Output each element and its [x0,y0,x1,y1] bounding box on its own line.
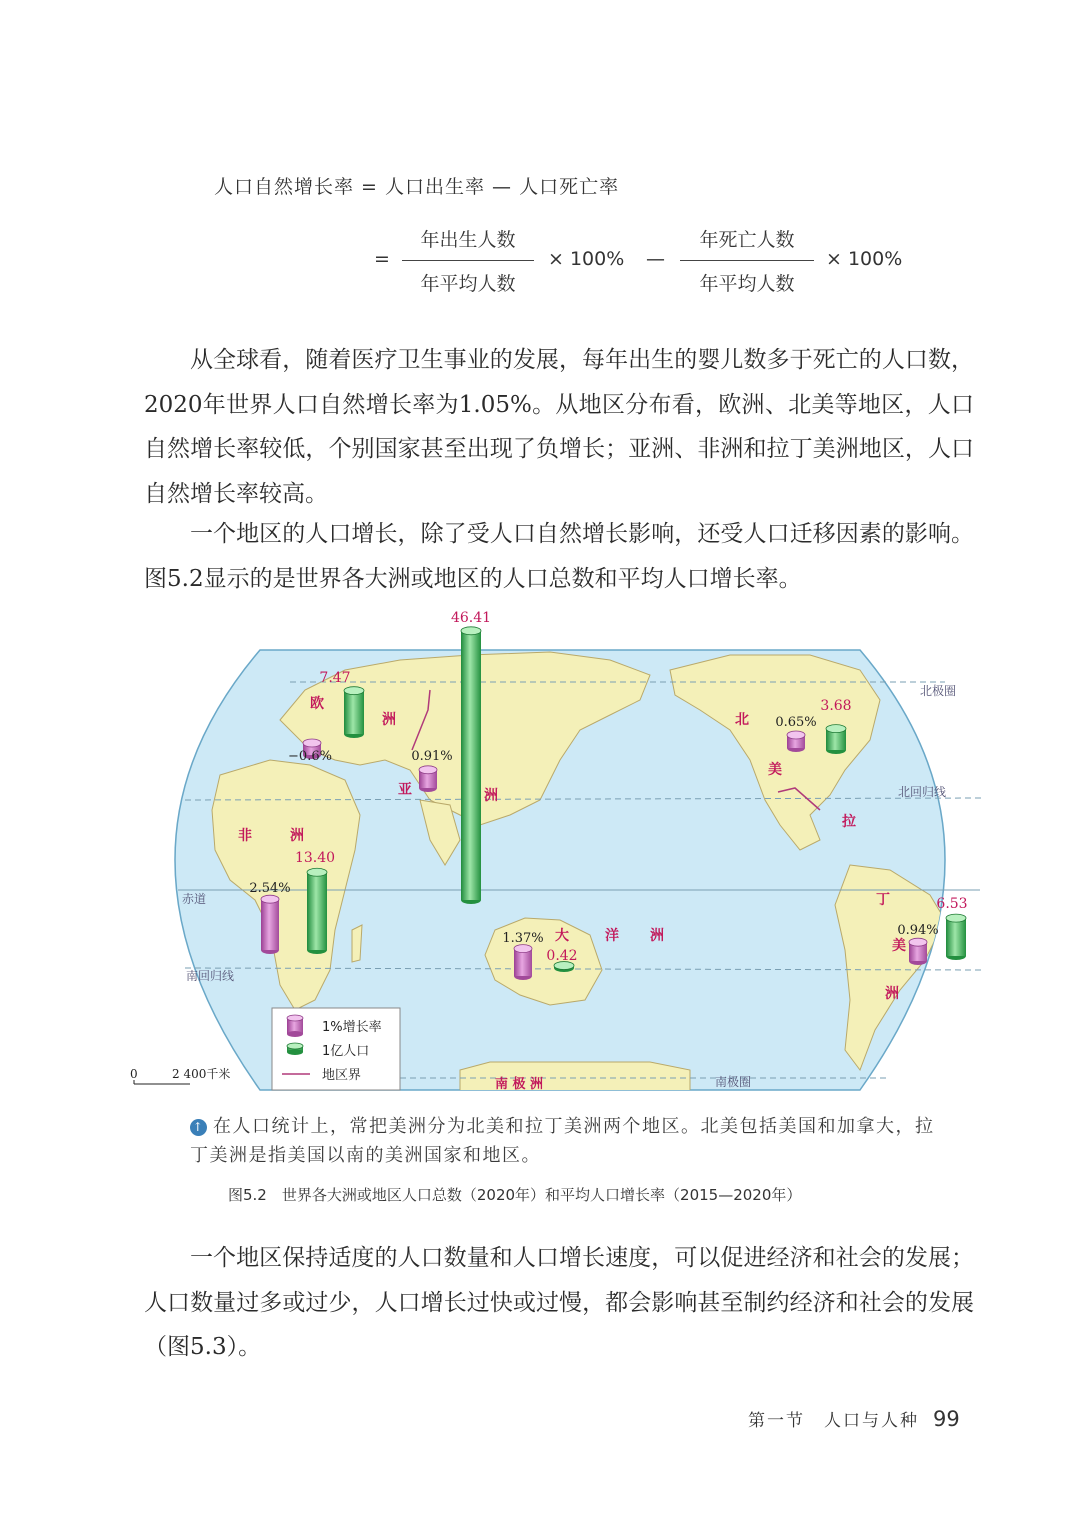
legend-boundary-label: 地区界 [322,1068,362,1083]
formula-multiplier: × 100% [826,248,903,270]
arctic-circle-label: 北极圈 [920,684,957,698]
formula-minus: — [646,248,665,270]
fraction-numerator: 年死亡人数 [680,225,814,261]
paragraph-moderate-growth: 一个地区保持适度的人口数量和人口增长速度，可以促进经济和社会的发展；人口数量过多或过少，人口增长过快或过慢，都会影响甚至制约经济和社会的发展（图5.3）。 [144,1245,974,1360]
legend-growth-label: 1%增长率 [322,1020,382,1035]
madagascar [352,925,362,962]
population-label: 13.40 [294,850,336,866]
region-char: 美 [768,762,782,778]
population-bar [307,868,327,954]
paragraph-migration: 一个地区的人口增长，除了受人口自然增长影响，还受人口迁移因素的影响。图5.2显示的是世界各大洲或地区的人口总数和平均人口增长率。 [144,521,974,592]
region-char: 洲 [382,712,396,728]
growth-label: 0.91% [411,749,453,764]
antarctic-circle-label: 南极圈 [715,1075,752,1089]
tropic-of-capricorn-label: 南回归线 [186,969,235,983]
page-number: 99 [933,1407,960,1431]
death-fraction [680,225,814,296]
legend-growth-swatch [287,1015,303,1037]
fraction-denominator: 年平均人数 [420,273,516,295]
growth-rate-bar [787,731,805,752]
figure-caption: 图5.2 世界各大洲或地区人口总数（2020年）和平均人口增长率（2015—2020年） [228,1186,802,1204]
growth-rate-bar [909,938,927,965]
equator-label: 赤道 [182,892,207,906]
population-bar [344,687,364,738]
population-label: 6.53 [936,896,968,912]
scale-zero: 0 [130,1067,138,1081]
legend-population-swatch [287,1043,303,1055]
legend-population-label: 1亿人口 [322,1044,370,1059]
scale-bar [130,1066,230,1084]
population-label: 3.68 [820,698,852,714]
fraction-numerator: 年出生人数 [402,225,534,261]
region-char: 洋 [605,928,619,944]
region-char: 洲 [885,986,899,1002]
growth-rate-bar [514,945,532,980]
growth-label: 2.54% [249,881,291,896]
fraction-denominator: 年平均人数 [699,273,795,295]
population-label: 46.41 [450,610,492,626]
antarctica-label: 南 极 洲 [495,1077,544,1092]
growth-label: 0.94% [897,923,939,938]
birth-fraction [402,225,534,296]
population-label: 0.42 [546,948,578,964]
growth-rate-bar [419,766,437,792]
formula-equals: = [374,248,390,270]
region-char: 大 [555,928,569,944]
region-char: 洲 [484,788,498,804]
region-char: 美 [892,938,906,954]
page-footer [748,1406,960,1431]
region-char: 北 [735,712,749,728]
population-bar [826,725,846,754]
region-char: 非 [238,828,252,844]
region-char: 拉 [842,814,856,830]
population-bar [461,627,481,904]
info-arrow-icon: ↑ [190,1119,207,1136]
figure-note [190,1112,950,1170]
region-char: 欧 [310,696,324,712]
region-char: 亚 [398,782,412,798]
formula-definition: 人口自然增长率 = 人口出生率 — 人口死亡率 [214,176,620,198]
population-label: 7.47 [319,670,351,686]
map-legend [272,1008,400,1090]
paragraph-natural-growth: 从全球看，随着医疗卫生事业的发展，每年出生的婴儿数多于死亡的人口数，2020年世界人口自然增长率为1.05%。从地区分布看，欧洲、北美等地区，人口自然增长率较低，个别国家甚至出现了负增长；亚洲、非洲和拉丁美洲地区，人口自然增长率较高。 [144,347,974,507]
formula-multiplier: × 100% [548,248,625,270]
section-title: 第一节 人口与人种 [748,1411,919,1431]
region-char: 丁 [876,892,890,908]
growth-label: −0.6% [288,749,332,764]
growth-label: 1.37% [502,931,544,946]
growth-label: 0.65% [775,715,817,730]
scale-distance: 2 400千米 [172,1067,231,1081]
region-char: 洲 [290,828,304,844]
growth-rate-bar [261,895,279,954]
tropic-of-cancer-label: 北回归线 [898,785,947,799]
region-char: 洲 [650,928,664,944]
population-bar [946,914,966,960]
world-population-map [130,600,990,1100]
note-text: 在人口统计上，常把美洲分为北美和拉丁美洲两个地区。北美包括美国和加拿大，拉丁美洲是指美国以南的美洲国家和地区。 [190,1116,935,1166]
